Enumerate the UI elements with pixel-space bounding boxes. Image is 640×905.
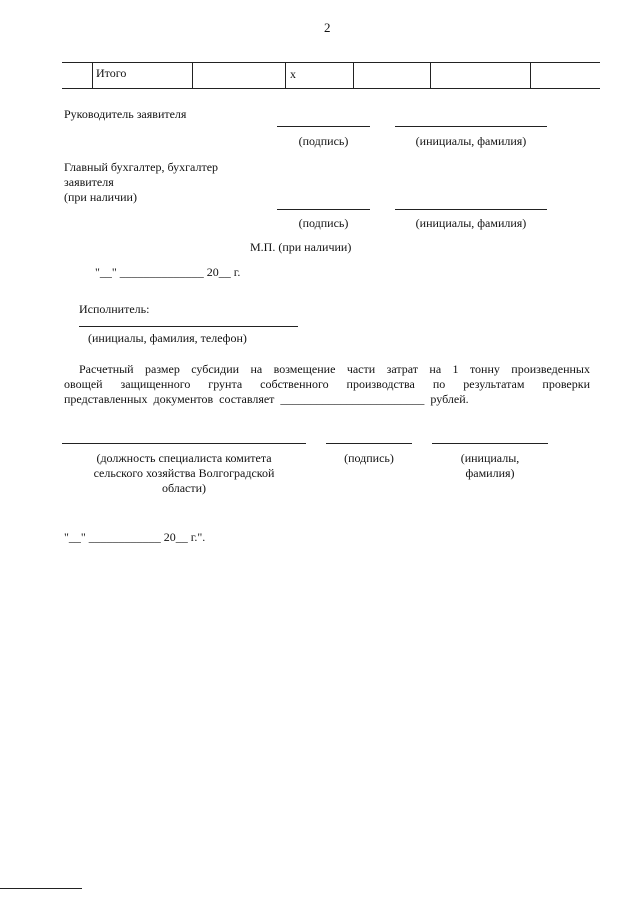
stamp-label: М.П. (при наличии) — [250, 240, 352, 254]
manager-initials-line — [395, 126, 547, 127]
calculation-line2: овощей защищенного грунта собственного производства по результатам проверки — [64, 377, 590, 391]
committee-position-line1: (должность специалиста комитета — [96, 451, 272, 465]
total-label: Итого — [96, 66, 127, 80]
accountant-label-line1: Главный бухгалтер, бухгалтер — [64, 160, 219, 174]
manager-signature-line — [277, 126, 370, 127]
page-number: 2 — [324, 20, 331, 35]
executor-line — [79, 326, 298, 327]
manager-initials-caption: (инициалы, фамилия) — [415, 134, 527, 148]
executor-label: Исполнитель: — [79, 302, 150, 316]
total-mark: х — [290, 67, 296, 81]
accountant-initials-caption: (инициалы, фамилия) — [415, 216, 527, 230]
accountant-signature-line — [277, 209, 370, 210]
committee-position-line3: области) — [161, 481, 207, 495]
committee-position-line2: сельского хозяйства Волгоградской — [93, 466, 275, 480]
executor-caption: (инициалы, фамилия, телефон) — [88, 331, 247, 345]
accountant-label-line3: (при наличии) — [64, 190, 137, 204]
committee-position-line — [62, 443, 306, 444]
manager-signature-caption: (подпись) — [298, 134, 349, 148]
committee-initials-line — [432, 443, 548, 444]
signature-date: "__" ______________ 20__ г. — [95, 265, 241, 279]
accountant-label-line2: заявителя — [64, 175, 114, 189]
committee-initials-line2: фамилия) — [465, 466, 515, 480]
committee-signature-line — [326, 443, 412, 444]
manager-label: Руководитель заявителя — [64, 107, 187, 121]
committee-date: "__" ____________ 20__ г.". — [64, 530, 206, 544]
calculation-line1: Расчетный размер субсидии на возмещение части затрат на 1 тонну произведенных — [79, 362, 590, 376]
accountant-signature-caption: (подпись) — [298, 216, 349, 230]
committee-signature-caption: (подпись) — [344, 451, 394, 465]
footnote-rule — [0, 888, 82, 889]
calculation-line3: представленных документов составляет ________________________ рублей. — [64, 392, 469, 406]
committee-initials-line1: (инициалы, — [460, 451, 520, 465]
accountant-initials-line — [395, 209, 547, 210]
